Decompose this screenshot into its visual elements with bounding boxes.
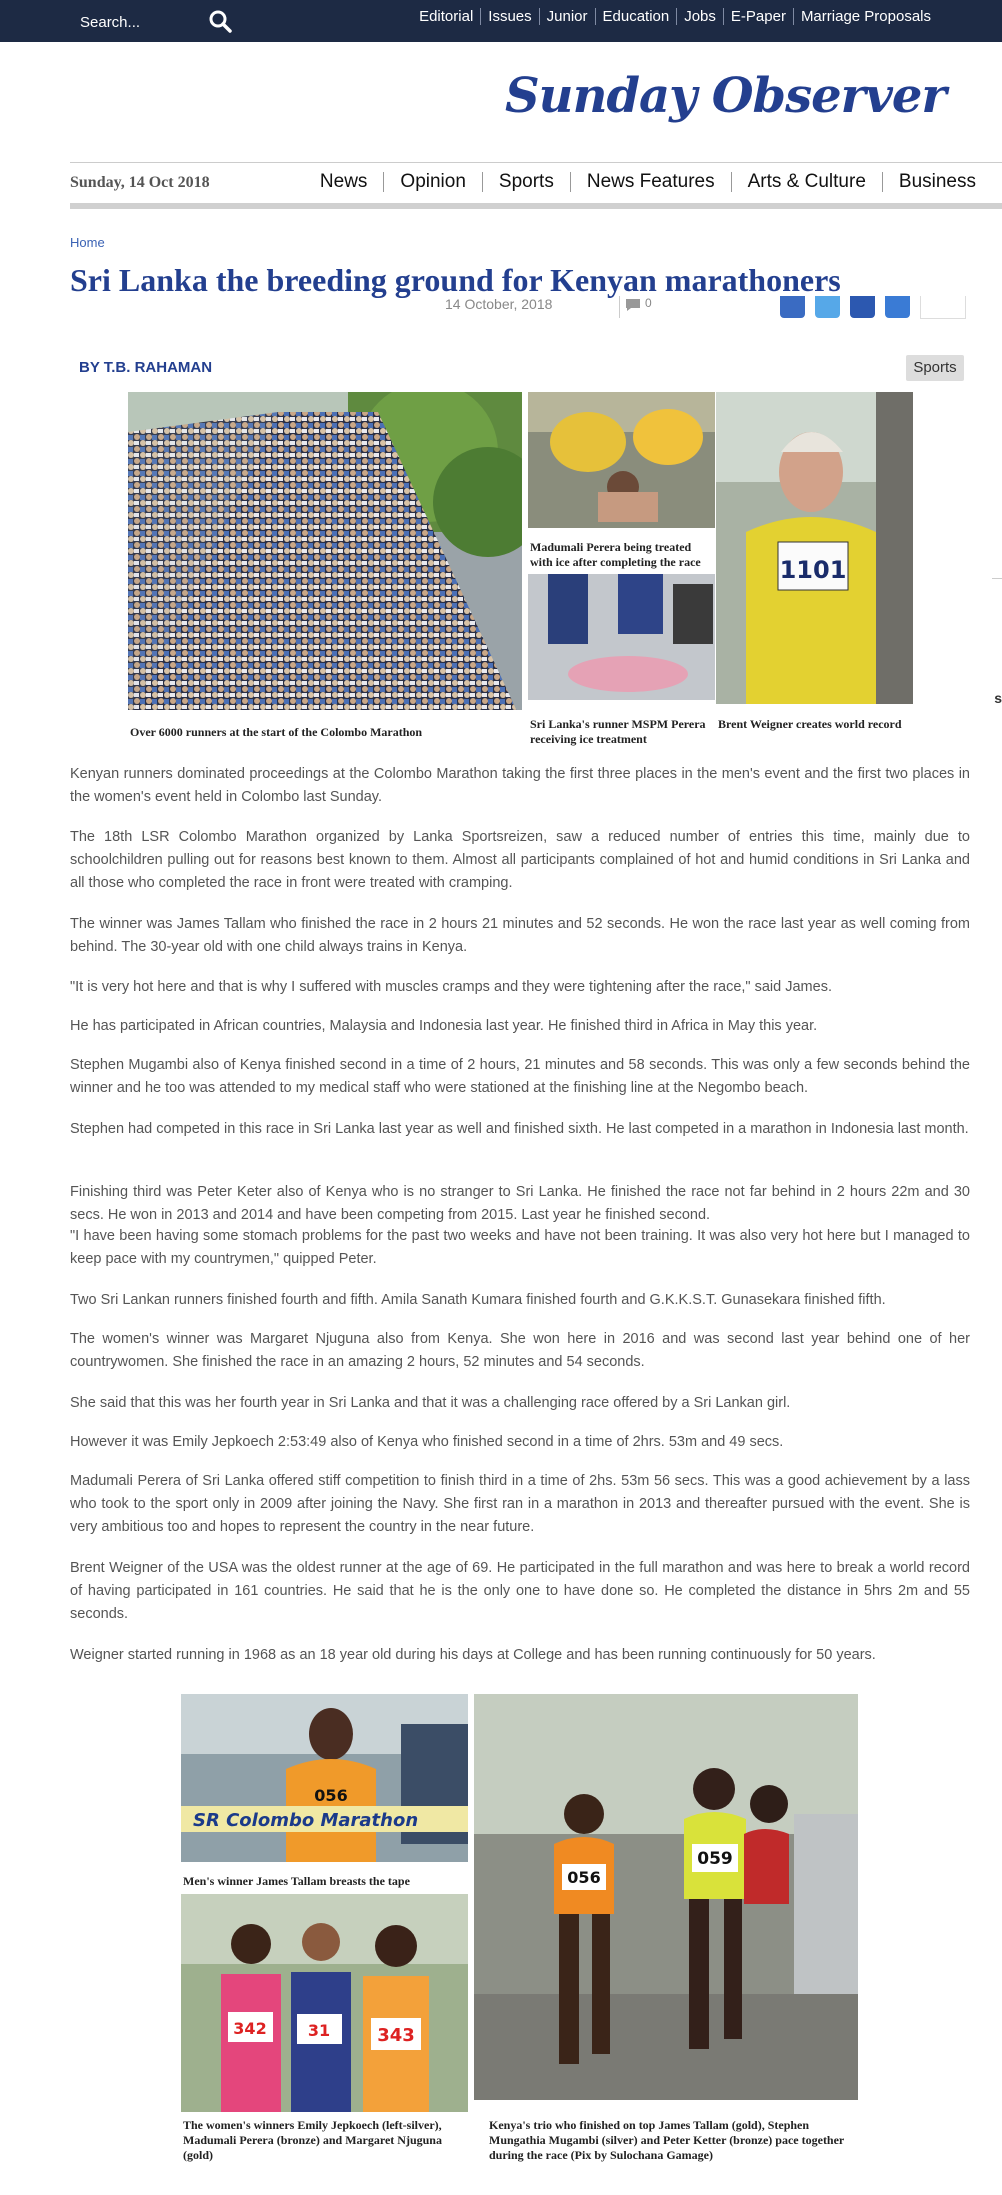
caption-madumali: Madumali Perera being treated with ice after completing the race xyxy=(530,540,701,569)
main-nav-news-features[interactable]: News Features xyxy=(570,172,731,192)
comment-count[interactable]: 0 xyxy=(645,296,652,310)
caption-tallam: Men's winner James Tallam breasts the tape xyxy=(183,1874,410,1888)
caption-runners: Over 6000 runners at the start of the Colombo Marathon xyxy=(130,725,423,739)
paragraph-9: "I have been having some stomach problems for the past two weeks and have not been training. It was also very hot here but I managed to keep pace with my countrymen," quipped Peter. xyxy=(70,1228,970,1267)
comment-icon[interactable] xyxy=(625,298,641,312)
article-title: Sri Lanka the breeding ground for Kenyan marathoners xyxy=(70,262,841,298)
share-buttons xyxy=(780,296,910,318)
paragraph-10: Two Sri Lankan runners finished fourth and fifth. Amila Sanath Kumara finished fourth and G.K.K.S.T. Gunasekara finished fifth. xyxy=(70,1292,886,1308)
main-nav-news[interactable]: News xyxy=(319,171,368,192)
search-box[interactable] xyxy=(70,6,240,36)
photo-madumali-ice xyxy=(528,392,715,540)
main-nav-sports[interactable]: Sports xyxy=(482,172,570,192)
site-logo[interactable]: Sunday Observer xyxy=(505,68,946,124)
facebook-share-icon[interactable] xyxy=(780,296,805,318)
paragraph-8: Finishing third was Peter Keter also of Kenya who is no stranger to Sri Lanka. He finished the race not far behind in 2 hours 22m and 30 secs. He won in 2013 and 2014 and have been competing from 2015. Last year he finished second. xyxy=(70,1184,970,1223)
main-nav xyxy=(304,168,992,196)
current-date: Sunday, 14 Oct 2018 xyxy=(70,174,210,191)
top-nav-editorial[interactable]: Editorial xyxy=(419,7,474,25)
top-nav-issues[interactable]: Issues xyxy=(480,8,538,25)
bib-342: 342 xyxy=(233,2019,267,2038)
paragraph-2: The 18th LSR Colombo Marathon organized by Lanka Sportsreizen, saw a reduced number of entries this time, mainly due to schoolchildren pulling out for reasons best known to them. Almost all participants complained of hot and humid conditions in Sri Lanka and all those who completed the race in front were treated with cramping. xyxy=(70,829,970,891)
paragraph-12: She said that this was her fourth year in Sri Lanka and that it was a challenging race offered by a Sri Lankan girl. xyxy=(70,1395,791,1411)
tallam-bib: 056 xyxy=(314,1786,348,1805)
top-nav xyxy=(412,0,938,32)
trio-left-bib: 056 xyxy=(567,1868,601,1887)
nav-top-divider xyxy=(70,162,1002,163)
caption-brent: Brent Weigner creates world record xyxy=(718,717,902,731)
share-counter-box[interactable] xyxy=(920,296,966,319)
edge-tab[interactable]: s xyxy=(994,690,1002,706)
photo-mspm-ice xyxy=(528,574,715,712)
paragraph-7: Stephen had competed in this race in Sri Lanka last year as well and finished sixth. He last competed in a marathon in Indonesia last month. xyxy=(70,1121,969,1137)
trio-right-bib: 059 xyxy=(697,1849,733,1869)
top-nav-junior[interactable]: Junior xyxy=(539,8,595,25)
article-byline: BY T.B. RAHAMAN xyxy=(79,359,213,376)
top-nav-epaper[interactable]: E-Paper xyxy=(723,8,793,25)
paragraph-4: "It is very hot here and that is why I suffered with muscles cramps and they were tightening after the race," said James. xyxy=(70,979,832,995)
paragraph-6: Stephen Mugambi also of Kenya finished second in a time of 2 hours, 21 minutes and 58 seconds. This was only a few seconds behind the winner and he too was attended to my medical staff who were stationed at the finishing line at the Negombo beach. xyxy=(70,1057,970,1096)
top-nav-education[interactable]: Education xyxy=(595,8,677,25)
twitter-share-icon[interactable] xyxy=(815,296,840,318)
photo-tallam-tape xyxy=(181,1694,468,1874)
bib-343: 343 xyxy=(377,2025,415,2046)
top-bar xyxy=(0,0,1002,42)
paragraph-13: However it was Emily Jepkoech 2:53:49 also of Kenya who finished second in a time of 2hrs. 53m and 49 secs. xyxy=(70,1434,784,1450)
paragraph-14: Madumali Perera of Sri Lanka offered stiff competition to finish third in a time of 2hs. 53m 56 secs. This was a good achievement by a lass who took to the sport only in 2009 after joining the Navy. She first ran in a marathon in 2013 and thereafter pursued with the event. She is very ambitious too and hopes to represent the country in the near future. xyxy=(70,1473,970,1535)
paragraph-5: He has participated in African countries, Malaysia and Indonesia last year. He finished third in Africa in May this year. xyxy=(70,1018,818,1034)
article-date: 14 October, 2018 xyxy=(445,296,553,312)
paragraph-16: Weigner started running in 1968 as an 18 year old during his days at College and has been running continuously for 50 years. xyxy=(70,1647,876,1663)
bib-31: 31 xyxy=(307,2021,331,2040)
main-nav-business[interactable]: Business xyxy=(882,172,992,192)
meta-divider xyxy=(619,296,620,318)
caption-mspm: Sri Lanka's runner MSPM Perera receiving ice treatment xyxy=(530,717,706,746)
photo-women-winners xyxy=(181,1894,468,2112)
paragraph-15: Brent Weigner of the USA was the oldest runner at the age of 69. He participated in the full marathon and was here to break a world record of having participated in 161 countries. He said that he is the only one to have done so. He completed the distance in 5hrs 2m and 55 seconds. xyxy=(70,1560,970,1622)
main-nav-opinion[interactable]: Opinion xyxy=(383,172,482,192)
main-nav-arts-culture[interactable]: Arts & Culture xyxy=(731,172,882,192)
banner-text: SR Colombo Marathon xyxy=(193,1810,419,1831)
photo-kenyan-trio xyxy=(474,1694,858,2112)
paragraph-11: The women's winner was Margaret Njuguna also from Kenya. She won here in 2016 and was second last year behind one of her countrywomen. She finished the race in an amazing 2 hours, 52 minutes and 54 seconds. xyxy=(70,1331,970,1370)
category-tag-sports[interactable]: Sports xyxy=(906,355,964,381)
top-nav-jobs[interactable]: Jobs xyxy=(676,8,723,25)
breadcrumb-home[interactable]: Home xyxy=(70,235,105,250)
paragraph-3: The winner was James Tallam who finished the race in 2 hours 21 minutes and 52 seconds. He won the race last year as well coming from behind. The 30-year old with one child always trains in Kenya. xyxy=(70,916,970,955)
caption-women-winners: The women's winners Emily Jepkoech (left-silver), Madumali Perera (bronze) and Margaret Njuguna (gold) xyxy=(183,2118,442,2162)
search-input[interactable] xyxy=(78,11,212,33)
edge-line xyxy=(992,578,1002,579)
email-share-icon[interactable] xyxy=(850,296,875,318)
paragraph-1: Kenyan runners dominated proceedings at the Colombo Marathon taking the first three places in the men's event and the first two places in the women's event held in Colombo last Sunday. xyxy=(70,766,970,805)
search-icon[interactable] xyxy=(208,9,232,33)
messenger-share-icon[interactable] xyxy=(885,296,910,318)
photo-runners-crowd xyxy=(128,392,522,722)
nav-bottom-divider xyxy=(70,203,1002,209)
photo-brent-weigner xyxy=(716,392,913,716)
caption-kenyan-trio: Kenya's trio who finished on top James Tallam (gold), Stephen Mungathia Mugambi (silver) and Peter Ketter (bronze) pace together during the race (Pix by Sulochana Gamage) xyxy=(489,2118,845,2162)
brent-bib-number: 1101 xyxy=(779,556,847,584)
top-nav-marriage-proposals[interactable]: Marriage Proposals xyxy=(793,8,938,25)
